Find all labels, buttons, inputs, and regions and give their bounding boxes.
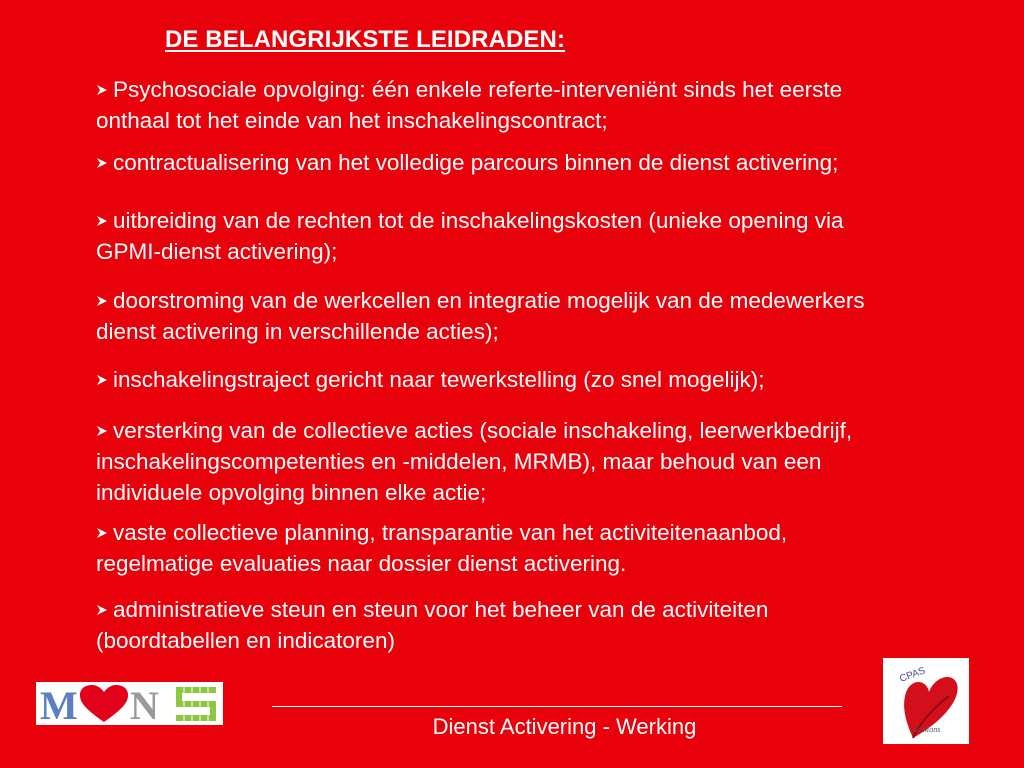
- slide-title: DE BELANGRIJKSTE LEIDRADEN:: [165, 26, 566, 53]
- svg-text:CPAS: CPAS: [898, 665, 927, 685]
- bullet-item: [96, 205, 906, 267]
- mons-logo: [36, 682, 223, 725]
- bullet-item: [96, 74, 906, 136]
- cpas-logo: [883, 658, 969, 744]
- svg-text:M: M: [40, 683, 78, 725]
- arrow-bullet-icon: [96, 215, 108, 227]
- bullet-text: Psychosociale opvolging: één enkele referte-interveniënt sinds het eerste onthaal tot het einde van het inschakelingscontract;: [96, 77, 843, 133]
- bullet-item: [96, 364, 906, 395]
- footer-title: Dienst Activering - Werking: [432, 714, 697, 739]
- svg-text:N: N: [130, 683, 159, 725]
- bullet-text: versterking van de collectieve acties (sociale inschakeling, leerwerkbedrijf, inschakelingscompetenties en -middelen, MRMB), maar behoud van een individuele opvolging binnen elke actie;: [96, 418, 853, 505]
- arrow-bullet-icon: [96, 295, 108, 307]
- bullet-text: contractualisering van het volledige parcours binnen de dienst activering;: [113, 150, 839, 175]
- arrow-bullet-icon: [96, 157, 108, 169]
- bullet-text: inschakelingstraject gericht naar tewerkstelling (zo snel mogelijk);: [113, 367, 765, 392]
- bullet-item: [96, 594, 906, 656]
- bullet-text: doorstroming van de werkcellen en integratie mogelijk van de medewerkers dienst activering in verschillende acties);: [96, 288, 865, 344]
- arrow-bullet-icon: [96, 374, 108, 386]
- arrow-bullet-icon: [96, 527, 108, 539]
- bullet-item: [96, 147, 906, 178]
- bullet-text: uitbreiding van de rechten tot de inschakelingskosten (unieke opening via GPMI-dienst activering);: [96, 208, 844, 264]
- bullet-item: [96, 517, 906, 579]
- arrow-bullet-icon: [96, 84, 108, 96]
- footer-divider: [272, 706, 842, 707]
- bullet-text: administratieve steun en steun voor het beheer van de activiteiten (boordtabellen en indicatoren): [96, 597, 769, 653]
- arrow-bullet-icon: [96, 604, 108, 616]
- bullet-item: [96, 285, 906, 347]
- bullet-item: [96, 415, 906, 508]
- svg-text:de Mons: de Mons: [913, 725, 941, 734]
- arrow-bullet-icon: [96, 425, 108, 437]
- bullet-text: vaste collectieve planning, transparantie van het activiteitenaanbod, regelmatige evaluaties naar dossier dienst activering.: [96, 520, 788, 576]
